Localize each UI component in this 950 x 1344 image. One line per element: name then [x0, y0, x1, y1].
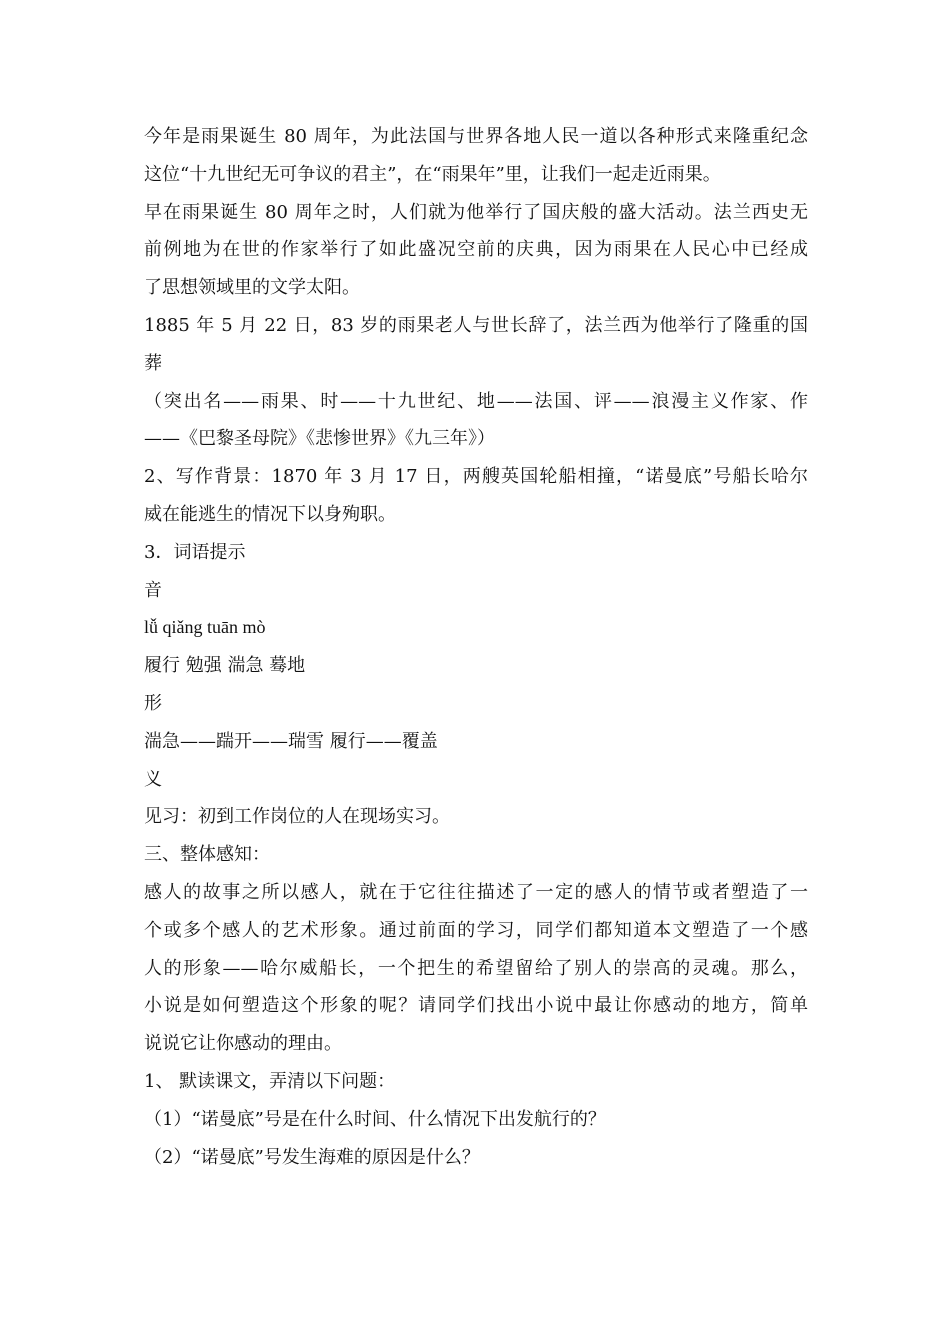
- text-line: 履行 勉强 湍急 蓦地: [144, 655, 306, 677]
- text-line: 说说它让你感动的理由。: [144, 1033, 342, 1055]
- text-line: 小说是如何塑造这个形象的呢？请同学们找出小说中最让你感动的地方，简单: [144, 995, 808, 1017]
- text-line: 1885 年 5 月 22 日，83 岁的雨果老人与世长辞了，法兰西为他举行了隆重的国: [144, 314, 808, 336]
- document-body: [144, 118, 808, 1176]
- text-line: 三、整体感知：: [144, 844, 270, 866]
- text-line: 感人的故事之所以感人，就在于它往往描述了一定的感人的情节或者塑造了一: [144, 881, 808, 903]
- text-line: ——《巴黎圣母院》《悲惨世界》《九三年》）: [144, 428, 495, 450]
- text-line: （1）“诺曼底”号是在什么时间、什么情况下出发航行的？: [144, 1108, 606, 1130]
- text-line: 义: [144, 768, 162, 790]
- text-line: 人的形象——哈尔威船长，一个把生的希望留给了别人的崇高的灵魂。那么，: [144, 957, 808, 979]
- text-line: 威在能逃生的情况下以身殉职。: [144, 503, 396, 525]
- text-line: 见习：初到工作岗位的人在现场实习。: [144, 806, 450, 828]
- text-line: （2）“诺曼底”号发生海难的原因是什么？: [144, 1146, 480, 1168]
- text-line: lǚ qiǎng tuān mò: [144, 617, 266, 638]
- text-line: 2、写作背景：1870 年 3 月 17 日，两艘英国轮船相撞，“诺曼底”号船长哈尔: [144, 466, 808, 488]
- text-line: 葬: [144, 352, 162, 374]
- text-line: 早在雨果诞生 80 周年之时，人们就为他举行了国庆般的盛大活动。法兰西史无: [144, 201, 808, 223]
- text-line: 形: [144, 692, 162, 714]
- text-line: 3．词语提示: [144, 541, 246, 563]
- text-line: 音: [144, 579, 162, 601]
- text-line: （突出名——雨果、时——十九世纪、地——法国、评——浪漫主义作家、作: [144, 390, 808, 412]
- text-line: 湍急——踹开——瑞雪 履行——覆盖: [144, 730, 438, 752]
- text-line: 这位“十九世纪无可争议的君主”，在“雨果年”里，让我们一起走近雨果。: [144, 163, 721, 185]
- text-line: 今年是雨果诞生 80 周年，为此法国与世界各地人民一道以各种形式来隆重纪念: [144, 126, 808, 147]
- text-line: 前例地为在世的作家举行了如此盛况空前的庆典，因为雨果在人民心中已经成: [144, 239, 808, 261]
- text-line: 1、 默读课文，弄清以下问题：: [144, 1070, 396, 1092]
- text-line: 个或多个感人的艺术形象。通过前面的学习，同学们都知道本文塑造了一个感: [144, 919, 808, 941]
- text-line: 了思想领域里的文学太阳。: [144, 277, 360, 299]
